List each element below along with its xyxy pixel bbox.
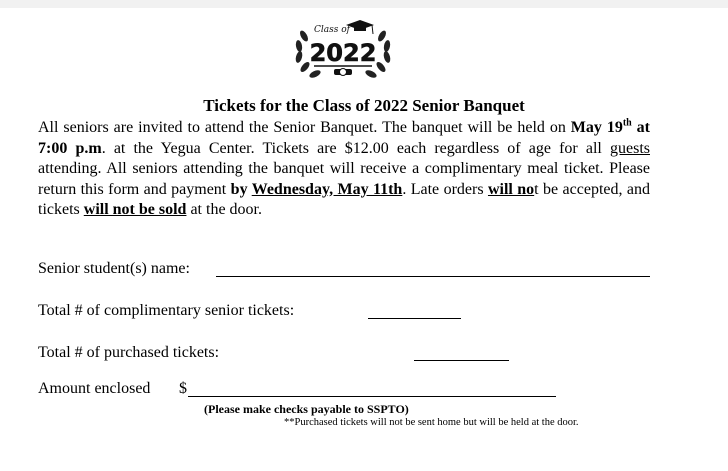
page-title: Tickets for the Class of 2022 Senior Banquet	[203, 96, 525, 115]
top-bar	[0, 0, 728, 8]
purchased-tickets-label: Total # of purchased tickets:	[38, 344, 220, 361]
purchased-tickets-note: **Purchased tickets will not be sent home but will be held at the door.	[284, 417, 579, 428]
amount-enclosed-line[interactable]	[188, 396, 556, 397]
deadline-date: Wednesday, May 11th	[251, 180, 403, 198]
event-date-day: May 19	[570, 119, 623, 136]
para-text-5: t be accepted, and tickets	[38, 180, 651, 218]
comp-tickets-label: Total # of complimentary senior tickets:	[38, 302, 295, 319]
by-word: by	[230, 180, 252, 198]
para-text-3: attending. All seniors attending the banquet will receive a complimentary meal ticket. Please return this form and payment	[38, 160, 650, 198]
amount-enclosed-label: Amount enclosed	[38, 380, 151, 397]
logo-script-text: Class of	[314, 25, 350, 35]
comp-tickets-line[interactable]	[368, 318, 461, 319]
purchased-tickets-line[interactable]	[414, 360, 509, 361]
logo-year-text: 2022	[309, 39, 377, 67]
para-text-2: . at the Yegua Center. Tickets are $12.00 each regardless of age for all	[101, 139, 610, 157]
dollar-sign: $	[179, 380, 187, 397]
not-sold-text: will not be sold	[83, 201, 187, 218]
student-name-line[interactable]	[216, 276, 650, 277]
checks-payable-note: (Please make checks payable to SSPTO)	[204, 402, 409, 416]
will-not-text: will no	[487, 180, 535, 198]
para-text-6: at the door.	[186, 201, 262, 218]
student-name-label: Senior student(s) name:	[38, 260, 190, 277]
event-time: at 7:00 p.m	[38, 119, 651, 157]
intro-paragraph	[38, 118, 650, 221]
event-date-suffix: th	[622, 117, 632, 129]
class-of-2022-logo	[290, 14, 396, 84]
para-text-1: All seniors are invited to attend the Senior Banquet. The banquet will be held on	[38, 119, 571, 136]
guests-word: guests	[610, 139, 650, 157]
para-text-4: . Late orders	[402, 180, 488, 198]
